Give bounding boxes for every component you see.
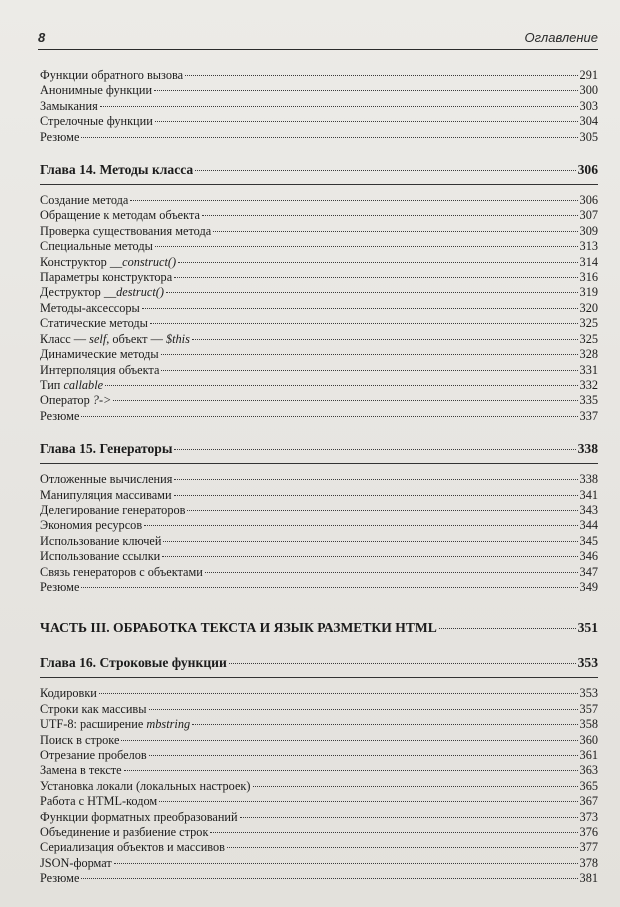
- page-ref: 337: [579, 408, 598, 423]
- entry-title-text: Анонимные функции: [40, 83, 153, 98]
- dot-leader: [81, 416, 577, 417]
- entry-title-text: Манипуляция массивами: [40, 487, 172, 502]
- toc-entry: [40, 130, 598, 145]
- toc-entry: [40, 733, 598, 748]
- toc-entry: [40, 702, 598, 717]
- entry-title-text: Резюме: [40, 129, 80, 144]
- dot-leader: [253, 786, 578, 787]
- page-ref: 319: [579, 285, 598, 300]
- toc-entry: [40, 794, 598, 809]
- entry-title-code: __destruct(): [103, 285, 164, 300]
- toc-entry: [40, 717, 598, 732]
- chapter-divider: [40, 677, 598, 678]
- entry-title-code: callable: [63, 377, 104, 392]
- entry-title-code: self: [89, 331, 107, 346]
- page-ref: 346: [579, 549, 598, 564]
- toc-entry: [40, 347, 598, 362]
- toc-entry: [40, 856, 598, 871]
- page-ref: 347: [579, 564, 598, 579]
- entry-title: [40, 733, 119, 748]
- toc-entry: [40, 239, 598, 254]
- entry-title: [40, 301, 140, 316]
- entry-title: [40, 825, 208, 840]
- entry-title-text: Глава 14. Методы класса: [40, 162, 194, 178]
- entry-title: [40, 440, 172, 457]
- entry-title-text: Резюме: [40, 579, 80, 594]
- dot-leader: [210, 832, 577, 833]
- toc-entry: [40, 83, 598, 98]
- toc-entry: [40, 763, 598, 778]
- table-of-contents: [40, 68, 598, 887]
- entry-title-text: Параметры конструктора: [40, 270, 173, 285]
- running-title: Оглавление: [524, 30, 598, 45]
- toc-entry: [40, 748, 598, 763]
- page-number: 8: [38, 30, 46, 45]
- dot-leader: [192, 724, 577, 725]
- entry-title: [40, 161, 193, 178]
- entry-title: [40, 810, 238, 825]
- entry-title-text: Отрезание пробелов: [40, 748, 147, 762]
- dot-leader: [154, 90, 578, 91]
- page-ref: 358: [579, 717, 598, 732]
- page-ref: 341: [579, 487, 598, 502]
- entry-title: [40, 114, 153, 129]
- page-ref: 314: [579, 254, 598, 269]
- page-ref: 345: [579, 533, 598, 548]
- entry-title-text: JSON-формат: [40, 855, 112, 870]
- entry-title: [40, 534, 161, 549]
- entry-title: [40, 99, 98, 114]
- entry-title-text: Стрелочные функции: [40, 114, 153, 129]
- entry-title-text: Экономия ресурсов: [40, 518, 143, 533]
- toc-entry: [40, 409, 598, 424]
- entry-title-text: Строки как массивы: [40, 701, 147, 716]
- entry-title: [40, 748, 147, 763]
- dot-leader: [159, 801, 577, 802]
- part-section: [40, 609, 598, 638]
- entry-title-text: Кодировки: [40, 686, 97, 701]
- entry-title: [40, 332, 190, 347]
- page-ref: 309: [579, 223, 598, 238]
- toc-entry: [40, 301, 598, 316]
- dot-leader: [163, 541, 577, 542]
- page-ref: 305: [579, 129, 598, 144]
- page-ref: 357: [579, 701, 598, 716]
- dot-leader: [114, 863, 578, 864]
- entry-title: [40, 518, 142, 533]
- entry-title-text: Специальные методы: [40, 239, 153, 254]
- entry-title-text: Работа с HTML-кодом: [40, 794, 158, 809]
- entry-title: [40, 654, 227, 671]
- dot-leader: [174, 479, 577, 480]
- entry-title: [40, 871, 79, 886]
- dot-leader: [150, 323, 578, 324]
- page-ref: 343: [579, 502, 598, 517]
- toc-entry: [40, 393, 598, 408]
- page-ref: 303: [579, 98, 598, 113]
- dot-leader: [113, 400, 577, 401]
- entry-title: [40, 347, 159, 362]
- entry-title: [40, 840, 225, 855]
- page-ref: 363: [579, 763, 598, 778]
- page-ref: 307: [579, 208, 598, 223]
- entry-title-text: Резюме: [40, 871, 80, 886]
- dot-leader: [142, 308, 578, 309]
- dot-leader: [174, 449, 575, 450]
- dot-leader: [162, 556, 577, 557]
- toc-entry: [40, 316, 598, 331]
- dot-leader: [161, 354, 578, 355]
- entry-title-code: ?->: [92, 393, 112, 408]
- dot-leader: [130, 200, 577, 201]
- dot-leader: [205, 572, 578, 573]
- entry-title: [40, 580, 79, 595]
- entry-title-text: Резюме: [40, 408, 80, 423]
- page-ref: 306: [577, 162, 598, 178]
- page-ref: 328: [579, 347, 598, 362]
- chapter-heading: [40, 438, 598, 457]
- entry-title-text: Тип: [40, 377, 64, 392]
- chapter-heading: [40, 159, 598, 178]
- entry-title: [40, 549, 160, 564]
- toc-entry: [40, 580, 598, 595]
- entry-title-text: Интерполяция объекта: [40, 362, 160, 377]
- entry-title-code: mbstring: [146, 717, 191, 732]
- entry-title: [40, 270, 172, 285]
- page-ref: 353: [579, 686, 598, 701]
- toc-entry: [40, 285, 598, 300]
- page-ref: 331: [579, 362, 598, 377]
- entry-title: [40, 686, 97, 701]
- page-ref: 381: [579, 871, 598, 886]
- toc-entry: [40, 503, 598, 518]
- entry-title-text: Установка локали (локальных настроек): [40, 778, 251, 793]
- toc-entry: [40, 810, 598, 825]
- entry-title-text: Использование ключей: [40, 533, 162, 548]
- page-ref: 349: [579, 579, 598, 594]
- page-ref: 300: [579, 83, 598, 98]
- entry-title-code: $this: [165, 331, 190, 346]
- toc-entry: [40, 565, 598, 580]
- dot-leader: [105, 385, 577, 386]
- page-ref: 325: [579, 316, 598, 331]
- entry-title: [40, 83, 152, 98]
- page-ref: 361: [579, 748, 598, 762]
- toc-entry: [40, 779, 598, 794]
- page-ref: 313: [579, 239, 598, 254]
- entry-title-text: Обращение к методам объекта: [40, 208, 200, 223]
- page-ref: 291: [579, 68, 598, 82]
- entry-title: [40, 393, 111, 408]
- entry-title: [40, 472, 172, 487]
- toc-entry: [40, 208, 598, 223]
- entry-title-text: Методы-аксессоры: [40, 300, 140, 315]
- toc-entry: [40, 871, 598, 886]
- entry-group: [40, 68, 598, 145]
- entry-title-text: Замена в тексте: [40, 763, 122, 778]
- dot-leader: [227, 847, 578, 848]
- page-ref: 338: [579, 472, 598, 487]
- toc-entry: [40, 686, 598, 701]
- page-ref: 306: [579, 193, 598, 208]
- entry-title-text: Проверка существования метода: [40, 223, 212, 238]
- dot-leader: [100, 106, 578, 107]
- dot-leader: [195, 170, 575, 171]
- dot-leader: [229, 663, 576, 664]
- toc-entry: [40, 255, 598, 270]
- chapter-divider: [40, 463, 598, 464]
- running-header: [38, 30, 598, 50]
- toc-entry: [40, 224, 598, 239]
- page-ref: 376: [579, 825, 598, 840]
- entry-title-text: Сериализация объектов и массивов: [40, 840, 225, 855]
- entry-title-text: Замыкания: [40, 98, 98, 113]
- dot-leader: [166, 292, 578, 293]
- entry-title-text: UTF-8: расширение: [40, 717, 147, 732]
- page-ref: 353: [577, 655, 598, 671]
- dot-leader: [149, 709, 578, 710]
- entry-title: [40, 68, 183, 83]
- page-ref: 325: [579, 331, 598, 346]
- toc-entry: [40, 270, 598, 285]
- entry-title: [40, 409, 79, 424]
- entry-title: [40, 619, 437, 636]
- entry-title-code: __construct(): [109, 254, 177, 269]
- entry-title-text: Функции форматных преобразований: [40, 809, 238, 824]
- page-ref: 316: [579, 270, 598, 285]
- entry-title-text: Функции обратного вызова: [40, 68, 184, 82]
- toc-entry: [40, 378, 598, 393]
- page-ref: 373: [579, 809, 598, 824]
- entry-title: [40, 239, 153, 254]
- page-ref: 332: [579, 377, 598, 392]
- entry-title: [40, 130, 79, 145]
- dot-leader: [178, 262, 577, 263]
- chapter-divider: [40, 184, 598, 185]
- entry-title-text: Создание метода: [40, 193, 129, 208]
- toc-entry: [40, 488, 598, 503]
- toc-entry: [40, 114, 598, 129]
- entry-title-text: Класс —: [40, 331, 90, 346]
- entry-title: [40, 363, 159, 378]
- entry-title-text: Динамические методы: [40, 347, 159, 362]
- entry-title-text: Глава 15. Генераторы: [40, 441, 173, 457]
- page-ref: 377: [579, 840, 598, 855]
- entry-title: [40, 193, 128, 208]
- dot-leader: [81, 878, 577, 879]
- dot-leader: [121, 740, 577, 741]
- entry-title-text: Оператор: [40, 393, 93, 408]
- entry-title-text: Использование ссылки: [40, 549, 161, 564]
- dot-leader: [155, 121, 578, 122]
- entry-title: [40, 779, 251, 794]
- dot-leader: [124, 770, 578, 771]
- chapter-section: [40, 159, 598, 424]
- entry-title-text: Отложенные вычисления: [40, 472, 173, 487]
- dot-leader: [149, 755, 578, 756]
- page-ref: 360: [579, 732, 598, 747]
- toc-entry: [40, 840, 598, 855]
- entry-title-text: Деструктор: [40, 285, 104, 300]
- entry-title: [40, 255, 176, 270]
- entry-title: [40, 763, 122, 778]
- toc-entry: [40, 332, 598, 347]
- dot-leader: [161, 370, 577, 371]
- toc-entry: [40, 363, 598, 378]
- dot-leader: [202, 215, 578, 216]
- dot-leader: [81, 137, 577, 138]
- chapter-section: [40, 438, 598, 595]
- toc-entry: [40, 518, 598, 533]
- entry-title-text: Глава 16. Строковые функции: [40, 655, 227, 671]
- entry-title-text: Делегирование генераторов: [40, 502, 186, 517]
- toc-entry: [40, 193, 598, 208]
- entry-title-text: , объект —: [106, 331, 166, 346]
- entry-title: [40, 565, 203, 580]
- entry-title-text: Связь генераторов с объектами: [40, 564, 203, 579]
- dot-leader: [240, 817, 578, 818]
- toc-entry: [40, 68, 598, 83]
- dot-leader: [155, 246, 578, 247]
- chapter-section: [40, 652, 598, 886]
- entry-title: [40, 316, 148, 331]
- toc-entry: [40, 534, 598, 549]
- part-heading: [40, 609, 598, 638]
- entry-title-text: Конструктор: [40, 254, 110, 269]
- dot-leader: [192, 339, 578, 340]
- dot-leader: [174, 277, 577, 278]
- page-ref: 367: [579, 794, 598, 809]
- entry-title-text: Статические методы: [40, 316, 148, 331]
- entry-title: [40, 285, 164, 300]
- page-ref: 335: [579, 393, 598, 408]
- entry-title: [40, 794, 157, 809]
- dot-leader: [81, 587, 577, 588]
- entry-title-text: Объединение и разбиение строк: [40, 825, 209, 840]
- page-ref: 344: [579, 518, 598, 533]
- toc-entry: [40, 472, 598, 487]
- page-ref: 338: [577, 441, 598, 457]
- dot-leader: [144, 525, 577, 526]
- dot-leader: [185, 75, 577, 76]
- dot-leader: [439, 628, 576, 629]
- page-ref: 304: [579, 114, 598, 129]
- toc-entry: [40, 99, 598, 114]
- entry-title-text: ЧАСТЬ III. ОБРАБОТКА ТЕКСТА И ЯЗЫК РАЗМЕТКИ HTML: [40, 620, 437, 636]
- entry-title: [40, 717, 190, 732]
- toc-entry: [40, 549, 598, 564]
- entry-title: [40, 224, 211, 239]
- dot-leader: [213, 231, 577, 232]
- page-ref: 378: [579, 855, 598, 870]
- dot-leader: [174, 495, 578, 496]
- page-ref: 351: [577, 620, 598, 636]
- entry-title: [40, 856, 112, 871]
- entry-title: [40, 208, 200, 223]
- entry-title: [40, 488, 172, 503]
- entry-title: [40, 702, 147, 717]
- entry-title: [40, 503, 185, 518]
- entry-title-text: Поиск в строке: [40, 732, 120, 747]
- dot-leader: [99, 693, 578, 694]
- dot-leader: [187, 510, 577, 511]
- page-ref: 320: [579, 300, 598, 315]
- page-ref: 365: [579, 778, 598, 793]
- chapter-heading: [40, 652, 598, 671]
- toc-entry: [40, 825, 598, 840]
- entry-title: [40, 378, 103, 393]
